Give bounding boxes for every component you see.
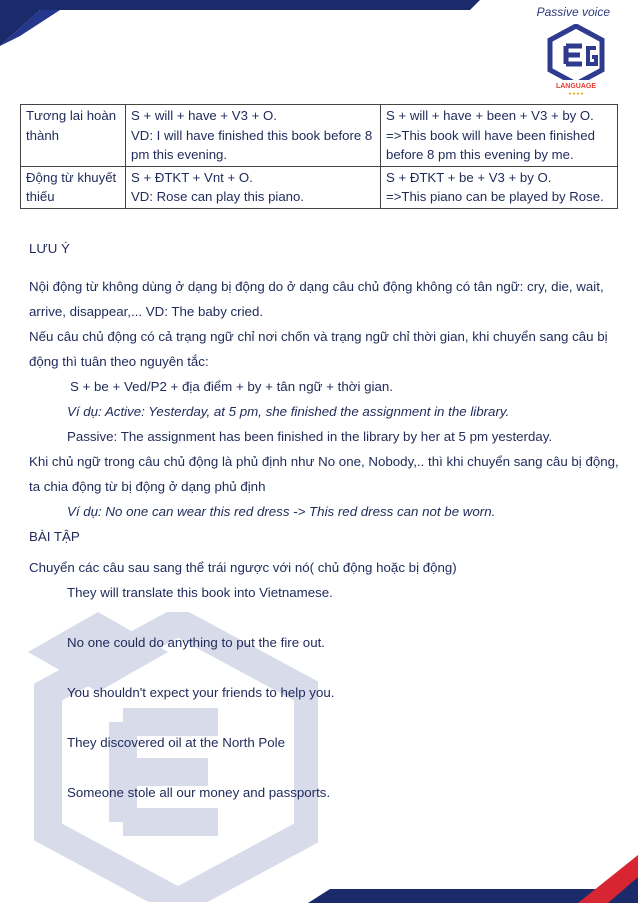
exercise-item: No one could do anything to put the fire out. bbox=[67, 635, 325, 650]
page-content bbox=[29, 236, 619, 805]
logo-text: LANGUAGE bbox=[555, 83, 597, 90]
passive-formula: S + will + have + been + V3 + by O. bbox=[386, 108, 594, 123]
passive-example: =>This piano can be played by Rose. bbox=[386, 189, 604, 204]
note-heading: LƯU Ý bbox=[29, 241, 70, 256]
example-negative: Ví dụ: No one can wear this red dress -> This red dress can not be worn. bbox=[67, 504, 496, 519]
exercise-item: You shouldn't expect your friends to help you. bbox=[67, 685, 335, 700]
note-paragraph-3: Khi chủ ngữ trong câu chủ động là phủ định như No one, Nobody,.. thì khi chuyển sang câu bị động, ta chia động từ bị động ở dạng phủ định bbox=[29, 454, 619, 494]
tense-cell: Động từ khuyết thiếu bbox=[21, 166, 126, 208]
exercise-item: Someone stole all our money and passports. bbox=[67, 785, 331, 800]
example-passive: Passive: The assignment has been finished in the library by her at 5 pm yesterday. bbox=[67, 429, 553, 444]
active-cell bbox=[126, 105, 381, 167]
active-formula: S + will + have + V3 + O. bbox=[131, 108, 277, 123]
exercise-instruction: Chuyển các câu sau sang thể trái ngược với nó( chủ động hoặc bị động) bbox=[29, 560, 457, 575]
passive-cell bbox=[381, 166, 618, 208]
passive-example: =>This book will have been finished before 8 pm this evening by me. bbox=[386, 127, 595, 162]
active-example: VD: Rose can play this piano. bbox=[131, 189, 304, 204]
table-row bbox=[21, 166, 618, 208]
header-label: Passive voice bbox=[536, 5, 610, 19]
note-paragraph-1: Nội động từ không dùng ở dạng bị động do ở dạng câu chủ động không có tân ngữ: cry, die, wait, arrive, disappear,... VD: The baby cried. bbox=[29, 279, 604, 319]
top-corner-decoration bbox=[0, 0, 480, 46]
example-active: Ví dụ: Active: Yesterday, at 5 pm, she finished the assignment in the library. bbox=[67, 404, 510, 419]
exercise-heading: BÀI TẬP bbox=[29, 529, 80, 544]
exercise-item: They will translate this book into Vietnamese. bbox=[67, 585, 333, 600]
table-row bbox=[21, 105, 618, 167]
rule-formula: S + be + Ved/P2 + địa điểm + by + tân ngữ + thời gian. bbox=[70, 379, 393, 394]
active-formula: S + ĐTKT + Vnt + O. bbox=[131, 169, 253, 185]
note-paragraph-2: Nếu câu chủ động có cả trạng ngữ chỉ nơi chốn và trạng ngữ chỉ thời gian, khi chuyển sang câu bị động thì tuân theo nguyên tắc: bbox=[29, 329, 608, 369]
exercise-item: They discovered oil at the North Pole bbox=[67, 735, 286, 750]
language-logo bbox=[546, 24, 606, 96]
passive-cell bbox=[381, 105, 618, 167]
active-example: VD: I will have finished this book before 8 pm this evening. bbox=[131, 127, 373, 162]
svg-text:★★★★: ★★★★ bbox=[567, 92, 585, 96]
active-cell bbox=[126, 166, 381, 208]
grammar-table bbox=[20, 104, 618, 209]
tense-cell: Tương lai hoàn thành bbox=[21, 105, 126, 167]
passive-formula: S + ĐTKT + be + V3 + by O. bbox=[386, 169, 552, 185]
